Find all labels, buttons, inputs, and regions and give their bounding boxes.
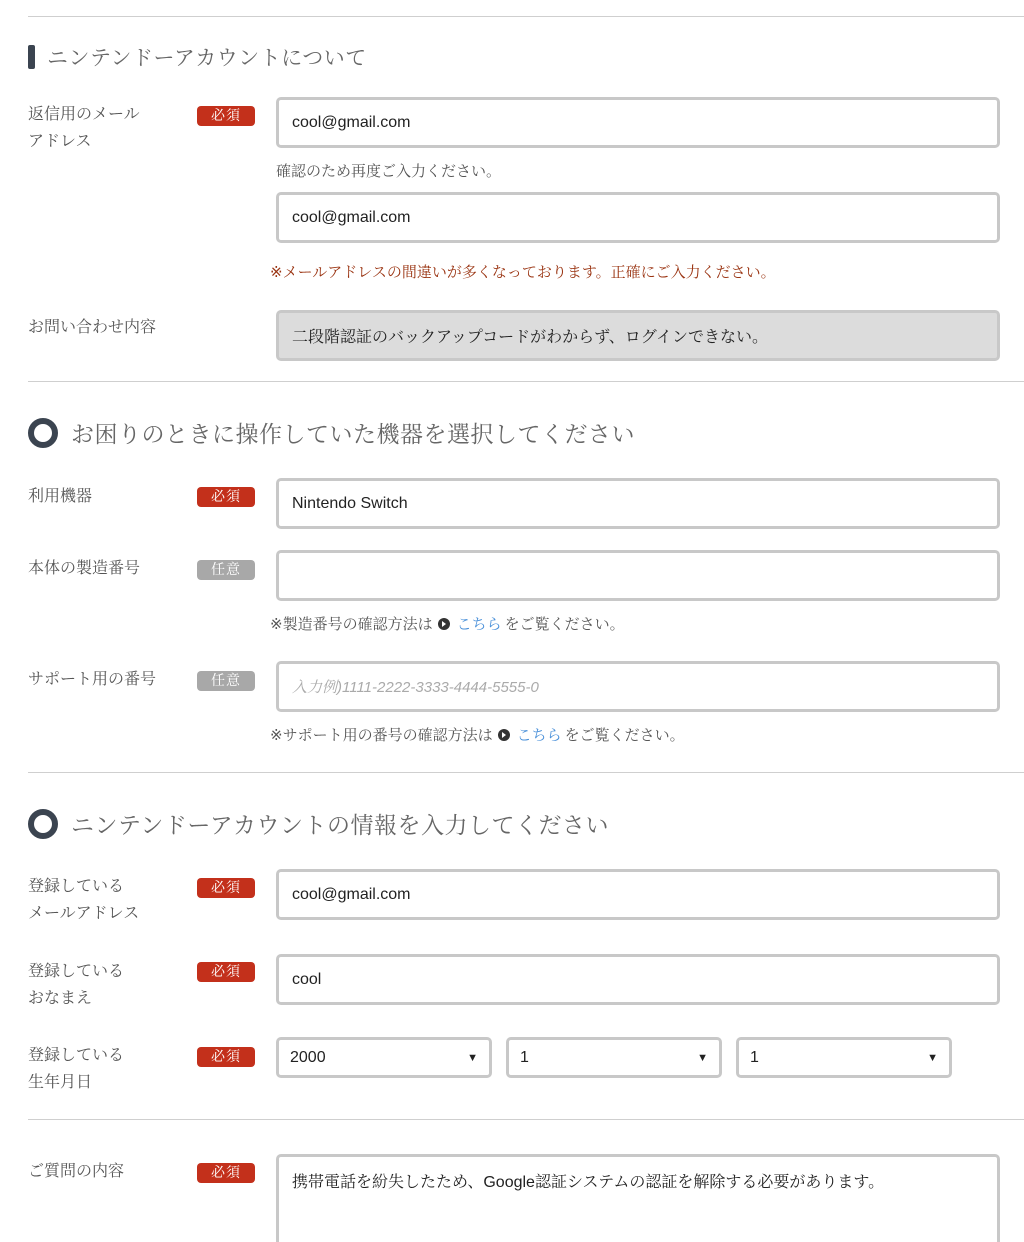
birth-year-select[interactable]: 2000 ▼ (276, 1037, 492, 1078)
reply-email-label: 返信用のメール アドレス (28, 104, 140, 150)
chevron-down-icon: ▼ (467, 1051, 478, 1064)
section-heading-device (28, 416, 635, 449)
serial-note: ※製造番号の確認方法は こちら をご覧ください。 (270, 615, 625, 633)
chevron-down-icon: ▼ (927, 1051, 938, 1064)
serial-label: 本体の製造番号 (28, 558, 141, 577)
ring-icon (28, 418, 58, 448)
registered-email-input[interactable]: cool@gmail.com (276, 869, 1000, 920)
section-title: お困りのときに操作していた機器を選択してください (71, 422, 635, 448)
device-input[interactable]: Nintendo Switch (276, 478, 1000, 529)
reply-email-input[interactable]: cool@gmail.com (276, 97, 1000, 148)
birthday-label: 登録している 生年月日 (28, 1045, 125, 1091)
support-number-label: サポート用の番号 (28, 669, 157, 688)
section-divider (28, 1119, 1024, 1120)
section-heading-account (28, 42, 367, 72)
birth-day-select[interactable]: 1 ▼ (736, 1037, 952, 1078)
registered-name-input[interactable]: cool (276, 954, 1000, 1005)
section-title: ニンテンドーアカウントについて (47, 46, 367, 70)
ring-icon (28, 809, 58, 839)
support-help-link[interactable]: こちら (516, 726, 562, 744)
required-badge: 必須 (197, 962, 255, 982)
section-divider (28, 381, 1024, 382)
support-number-input[interactable]: 入力例)1111-2222-3333-4444-5555-0 (276, 661, 1000, 712)
arrow-circle-icon (498, 729, 510, 741)
section-heading-account-info (28, 807, 609, 840)
support-note: ※サポート用の番号の確認方法は こちら をご覧ください。 (270, 726, 685, 744)
heading-bar-icon (28, 45, 35, 69)
serial-help-link[interactable]: こちら (456, 615, 502, 633)
question-label: ご質問の内容 (28, 1161, 125, 1180)
birth-month-select[interactable]: 1 ▼ (506, 1037, 722, 1078)
registered-email-label: 登録している メールアドレス (28, 876, 140, 922)
optional-badge: 任意 (197, 671, 255, 691)
confirm-note: 確認のため再度ご入力ください。 (276, 162, 502, 180)
required-badge: 必須 (197, 1163, 255, 1183)
section-divider (28, 772, 1024, 773)
device-label: 利用機器 (28, 486, 93, 505)
chevron-down-icon: ▼ (697, 1051, 708, 1064)
registered-name-label: 登録している おなまえ (28, 961, 125, 1007)
required-badge: 必須 (197, 106, 255, 126)
section-title: ニンテンドーアカウントの情報を入力してください (71, 813, 609, 839)
required-badge: 必須 (197, 878, 255, 898)
required-badge: 必須 (197, 487, 255, 507)
reply-email-confirm-input[interactable]: cool@gmail.com (276, 192, 1000, 243)
email-warning: ※メールアドレスの間違いが多くなっております。正確にご入力ください。 (270, 263, 776, 281)
arrow-circle-icon (438, 618, 450, 630)
required-badge: 必須 (197, 1047, 255, 1067)
inquiry-field: 二段階認証のバックアップコードがわからず、ログインできない。 (276, 310, 1000, 361)
serial-input[interactable] (276, 550, 1000, 601)
optional-badge: 任意 (197, 560, 255, 580)
top-divider (28, 16, 1024, 17)
inquiry-label: お問い合わせ内容 (28, 317, 157, 336)
question-textarea[interactable]: 携帯電話を紛失したため、Google認証システムの認証を解除する必要があります。 (276, 1154, 1000, 1242)
